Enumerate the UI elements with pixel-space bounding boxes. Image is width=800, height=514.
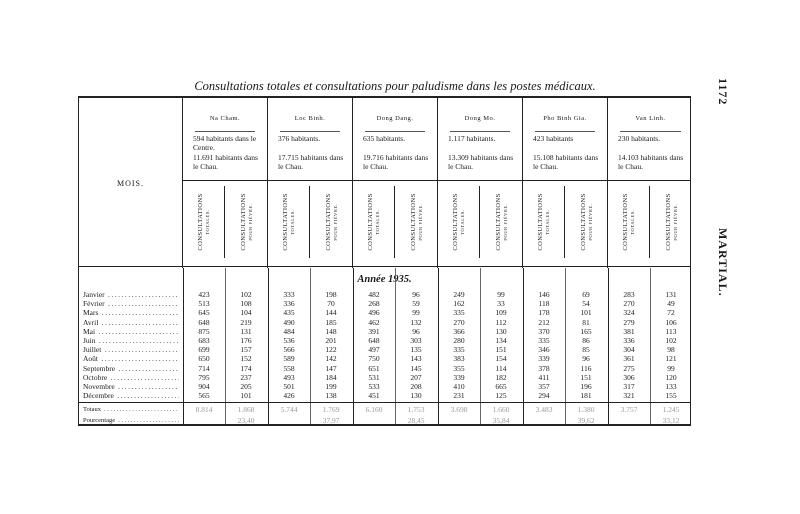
table-cell: 665 bbox=[495, 382, 507, 391]
station-population-centre: 1.117 habitants. bbox=[448, 134, 496, 143]
table-cell: 321 bbox=[623, 391, 635, 401]
table-cell: 1.769 bbox=[322, 405, 340, 414]
table-cell: 99 bbox=[497, 290, 505, 299]
table-cell: 558 bbox=[283, 363, 295, 373]
table-cell: 101 bbox=[240, 391, 252, 401]
table-row bbox=[79, 290, 690, 300]
row-label: Décembre ..... bbox=[83, 391, 179, 401]
table-cell: 6.160 bbox=[365, 405, 383, 414]
station-population-centre: 376 habitants. bbox=[278, 134, 321, 143]
col-header-total bbox=[438, 186, 480, 258]
table-row bbox=[79, 364, 690, 374]
table-cell: 294 bbox=[538, 391, 550, 401]
table-cell: 207 bbox=[410, 372, 422, 382]
table-row bbox=[79, 354, 690, 364]
station-population-centre: 230 habitants. bbox=[618, 134, 661, 143]
table-cell: 5.744 bbox=[280, 405, 298, 414]
station-header bbox=[183, 98, 268, 268]
table-cell: 333 bbox=[283, 290, 295, 299]
table-cell: 875 bbox=[198, 326, 210, 336]
row-label: Février ..... bbox=[83, 299, 179, 309]
table-cell: 102 bbox=[665, 336, 677, 345]
col-header-fever-sublabel: POUR FIÈVRE. bbox=[417, 203, 423, 241]
table-cell: 99 bbox=[412, 308, 420, 318]
col-header-fever-sublabel: POUR FIÈVRE. bbox=[672, 203, 678, 241]
table-cell: 28,45 bbox=[407, 416, 425, 425]
year-label: Année 1935. bbox=[357, 274, 412, 285]
row-label: Janvier ..... bbox=[83, 290, 179, 300]
table-row bbox=[79, 405, 690, 415]
station-header bbox=[268, 98, 353, 268]
col-header-total-label: CONSULTATIONS bbox=[196, 193, 204, 251]
table-cell: 199 bbox=[325, 382, 337, 391]
table-cell: 237 bbox=[240, 372, 252, 382]
table-cell: 462 bbox=[368, 317, 380, 327]
station-name: Dong Dang. bbox=[353, 115, 437, 122]
table-cell: 142 bbox=[325, 354, 337, 364]
table-cell: 231 bbox=[453, 391, 465, 401]
station-population-chau: 11.691 habitants dans le Chau. bbox=[193, 153, 258, 171]
table-cell: 147 bbox=[325, 363, 337, 373]
col-header-total-sublabel: TOTALES. bbox=[289, 209, 295, 235]
table-cell: 904 bbox=[198, 382, 210, 391]
station-population-chau: 19.716 habitants dans le Chau. bbox=[363, 153, 429, 171]
station-population-chau: 15.108 habitants dans le Chau. bbox=[533, 153, 599, 171]
col-header-fever-sublabel: POUR FIÈVRE. bbox=[587, 203, 593, 241]
table-cell: 101 bbox=[580, 308, 592, 318]
station-population-centre: 635 habitants. bbox=[363, 134, 406, 143]
table-row bbox=[79, 336, 690, 346]
table-cell: 39,62 bbox=[577, 416, 595, 425]
table-cell: 132 bbox=[410, 317, 422, 327]
table-cell: 131 bbox=[240, 326, 252, 336]
table-cell: 536 bbox=[283, 336, 295, 345]
table-cell: 157 bbox=[240, 345, 252, 355]
table-cell: 205 bbox=[240, 382, 252, 391]
table-cell: 1.660 bbox=[492, 405, 510, 414]
table-cell: 423 bbox=[198, 290, 210, 299]
row-label: Mai ..... bbox=[83, 327, 179, 337]
table-cell: 648 bbox=[198, 317, 210, 327]
table-row bbox=[79, 318, 690, 328]
table-cell: 130 bbox=[495, 326, 507, 336]
table-cell: 336 bbox=[623, 336, 635, 345]
table-cell: 121 bbox=[665, 354, 677, 364]
table-cell: 96 bbox=[582, 354, 590, 364]
table-cell: 70 bbox=[327, 299, 335, 309]
col-header-fever-sublabel: POUR FIÈVRE. bbox=[332, 203, 338, 241]
col-header-total-sublabel: TOTALES. bbox=[544, 209, 550, 235]
table-cell: 145 bbox=[410, 363, 422, 373]
table-cell: 1.868 bbox=[237, 405, 255, 414]
station-population-centre: 423 habitants bbox=[533, 134, 574, 143]
col-header-fever-label: CONSULTATIONS bbox=[239, 193, 247, 251]
col-header-total bbox=[523, 186, 565, 258]
table-cell: 23,40 bbox=[237, 416, 255, 425]
table-cell: 335 bbox=[538, 336, 550, 345]
table-cell: 201 bbox=[325, 336, 337, 345]
col-header-fever-label: CONSULTATIONS bbox=[494, 193, 502, 251]
table-cell: 198 bbox=[325, 290, 337, 299]
table-cell: 143 bbox=[410, 354, 422, 364]
col-header-total bbox=[353, 186, 395, 258]
col-header-fever-label: CONSULTATIONS bbox=[579, 193, 587, 251]
table-cell: 151 bbox=[495, 345, 507, 355]
col-header-total-label: CONSULTATIONS bbox=[536, 193, 544, 251]
table-cell: 513 bbox=[198, 299, 210, 309]
table-cell: 122 bbox=[325, 345, 337, 355]
row-label: Mars ..... bbox=[83, 308, 179, 318]
table-cell: 370 bbox=[538, 326, 550, 336]
table-cell: 531 bbox=[368, 372, 380, 382]
table-cell: 133 bbox=[665, 382, 677, 391]
table-cell: 151 bbox=[580, 372, 592, 382]
station-header bbox=[608, 98, 693, 268]
table-cell: 208 bbox=[410, 382, 422, 391]
col-header-total-sublabel: TOTALES. bbox=[374, 209, 380, 235]
table-cell: 212 bbox=[538, 317, 550, 327]
table-cell: 33 bbox=[497, 299, 505, 309]
table-cell: 219 bbox=[240, 317, 252, 327]
station-population-chau: 17.715 habitants dans le Chau. bbox=[278, 153, 344, 171]
months-column-header bbox=[79, 98, 183, 268]
table-cell: 33,12 bbox=[662, 416, 680, 425]
running-head: MARTIAL. bbox=[716, 228, 730, 297]
table-cell: 650 bbox=[198, 354, 210, 364]
row-label: Novembre ..... bbox=[83, 382, 179, 392]
table-cell: 484 bbox=[283, 326, 295, 336]
table-cell: 165 bbox=[580, 326, 592, 336]
table-cell: 493 bbox=[283, 372, 295, 382]
table-cell: 355 bbox=[453, 363, 465, 373]
table-cell: 381 bbox=[623, 326, 635, 336]
table-cell: 565 bbox=[198, 391, 210, 401]
col-header-fever bbox=[225, 186, 268, 258]
table-cell: 113 bbox=[665, 326, 677, 336]
table-row bbox=[79, 391, 690, 401]
table-cell: 3.757 bbox=[620, 405, 638, 414]
station-name: Na Cham. bbox=[183, 115, 267, 122]
col-header-fever bbox=[480, 186, 523, 258]
col-header-total bbox=[268, 186, 310, 258]
table-cell: 306 bbox=[623, 372, 635, 382]
table-cell: 96 bbox=[412, 290, 420, 299]
table-cell: 148 bbox=[325, 326, 337, 336]
table-row bbox=[79, 327, 690, 337]
table-row bbox=[79, 382, 690, 392]
table-cell: 304 bbox=[623, 345, 635, 355]
table-cell: 280 bbox=[453, 336, 465, 345]
table-cell: 118 bbox=[538, 299, 550, 309]
table-row bbox=[79, 373, 690, 383]
table-cell: 270 bbox=[623, 299, 635, 309]
table-cell: 451 bbox=[368, 391, 380, 401]
table-cell: 134 bbox=[495, 336, 507, 345]
col-header-total bbox=[608, 186, 650, 258]
months-header-label: MOIS. bbox=[116, 179, 144, 188]
table-row bbox=[79, 308, 690, 318]
table-cell: 106 bbox=[665, 317, 677, 327]
table-cell: 361 bbox=[623, 354, 635, 364]
table-cell: 69 bbox=[582, 290, 590, 299]
table-row bbox=[79, 345, 690, 355]
table-cell: 155 bbox=[665, 391, 677, 401]
station-header bbox=[353, 98, 438, 268]
table-cell: 683 bbox=[198, 336, 210, 345]
table-cell: 3.483 bbox=[535, 405, 553, 414]
table-cell: 125 bbox=[495, 391, 507, 401]
table-cell: 37,97 bbox=[322, 416, 340, 425]
table-cell: 49 bbox=[667, 299, 675, 309]
header-bottom-rule bbox=[79, 266, 690, 267]
table-cell: 750 bbox=[368, 354, 380, 364]
col-header-fever-sublabel: POUR FIÈVRE. bbox=[247, 203, 253, 241]
table-cell: 85 bbox=[582, 345, 590, 355]
table-cell: 335 bbox=[453, 345, 465, 355]
table-cell: 533 bbox=[368, 382, 380, 391]
table-cell: 303 bbox=[410, 336, 422, 345]
table-cell: 154 bbox=[495, 354, 507, 364]
table-cell: 651 bbox=[368, 363, 380, 373]
station-name: Dong Mo. bbox=[438, 115, 522, 122]
station-name: Pho Binh Gia. bbox=[523, 115, 607, 122]
table-cell: 482 bbox=[368, 290, 380, 299]
table-cell: 146 bbox=[538, 290, 550, 299]
col-header-total-label: CONSULTATIONS bbox=[281, 193, 289, 251]
row-label: Pourcentage ..... bbox=[83, 416, 179, 426]
table-cell: 152 bbox=[240, 354, 252, 364]
table-cell: 283 bbox=[623, 290, 635, 299]
header-rule bbox=[183, 180, 690, 181]
table-cell: 72 bbox=[667, 308, 675, 318]
table-cell: 1.245 bbox=[662, 405, 680, 414]
table-cell: 589 bbox=[283, 354, 295, 364]
table-cell: 1.753 bbox=[407, 405, 425, 414]
table-cell: 120 bbox=[665, 372, 677, 382]
table-cell: 104 bbox=[240, 308, 252, 318]
table-cell: 317 bbox=[623, 382, 635, 391]
table-cell: 566 bbox=[283, 345, 295, 355]
col-header-fever-sublabel: POUR FIÈVRE. bbox=[502, 203, 508, 241]
table-cell: 98 bbox=[667, 345, 675, 355]
col-header-total-label: CONSULTATIONS bbox=[366, 193, 374, 251]
table-cell: 176 bbox=[240, 336, 252, 345]
table-cell: 410 bbox=[453, 382, 465, 391]
table-cell: 279 bbox=[623, 317, 635, 327]
table-cell: 648 bbox=[368, 336, 380, 345]
table-cell: 135 bbox=[410, 345, 422, 355]
col-header-fever bbox=[650, 186, 693, 258]
station-population-chau: 14.103 habitants dans le Chau. bbox=[618, 153, 684, 171]
table-cell: 138 bbox=[325, 391, 337, 401]
row-label: Août ..... bbox=[83, 354, 179, 364]
table-cell: 35,84 bbox=[492, 416, 510, 425]
page-number: 1172 bbox=[716, 78, 730, 106]
totals-rule bbox=[79, 402, 690, 403]
table-cell: 196 bbox=[580, 382, 592, 391]
table-cell: 99 bbox=[667, 363, 675, 373]
table-cell: 182 bbox=[495, 372, 507, 382]
table-cell: 336 bbox=[283, 299, 295, 309]
col-header-fever-label: CONSULTATIONS bbox=[664, 193, 672, 251]
table-cell: 102 bbox=[240, 290, 252, 299]
table-cell: 109 bbox=[495, 308, 507, 318]
table-cell: 411 bbox=[538, 372, 550, 382]
row-label: Octobre ..... bbox=[83, 373, 179, 383]
table-cell: 490 bbox=[283, 317, 295, 327]
row-label: Totaux ..... bbox=[83, 405, 179, 415]
table-cell: 497 bbox=[368, 345, 380, 355]
table-row bbox=[79, 299, 690, 309]
table-cell: 1.380 bbox=[577, 405, 595, 414]
table-cell: 714 bbox=[198, 363, 210, 373]
table-cell: 184 bbox=[325, 372, 337, 382]
table-cell: 86 bbox=[582, 336, 590, 345]
table-cell: 116 bbox=[580, 363, 592, 373]
table-cell: 162 bbox=[453, 299, 465, 309]
table-row bbox=[79, 416, 690, 426]
table-cell: 426 bbox=[283, 391, 295, 401]
table-cell: 645 bbox=[198, 308, 210, 318]
table-cell: 131 bbox=[665, 290, 677, 299]
table-cell: 81 bbox=[582, 317, 590, 327]
table-cell: 178 bbox=[538, 308, 550, 318]
station-name: Van Linh. bbox=[608, 115, 693, 122]
station-population-chau: 13.309 habitants dans le Chau. bbox=[448, 153, 514, 171]
table-cell: 54 bbox=[582, 299, 590, 309]
table-cell: 383 bbox=[453, 354, 465, 364]
row-label: Juillet ..... bbox=[83, 345, 179, 355]
col-header-total bbox=[183, 186, 225, 258]
table-cell: 324 bbox=[623, 308, 635, 318]
table-caption: Consultations totales et consultations pour paludisme dans les postes médicaux. bbox=[194, 79, 596, 93]
table-cell: 699 bbox=[198, 345, 210, 355]
col-header-fever bbox=[565, 186, 608, 258]
table-cell: 275 bbox=[623, 363, 635, 373]
table-cell: 108 bbox=[240, 299, 252, 309]
table-cell: 435 bbox=[283, 308, 295, 318]
col-header-total-label: CONSULTATIONS bbox=[451, 193, 459, 251]
table-cell: 3.698 bbox=[450, 405, 468, 414]
table-cell: 59 bbox=[412, 299, 420, 309]
row-label: Septembre ..... bbox=[83, 364, 179, 374]
table-cell: 795 bbox=[198, 372, 210, 382]
col-header-total-label: CONSULTATIONS bbox=[621, 193, 629, 251]
table-cell: 144 bbox=[325, 308, 337, 318]
table-cell: 366 bbox=[453, 326, 465, 336]
col-header-fever-label: CONSULTATIONS bbox=[409, 193, 417, 251]
table-cell: 96 bbox=[412, 326, 420, 336]
col-header-fever bbox=[395, 186, 438, 258]
col-header-total-sublabel: TOTALES. bbox=[459, 209, 465, 235]
table-cell: 174 bbox=[240, 363, 252, 373]
table-cell: 8.814 bbox=[195, 405, 213, 414]
station-population-centre: 594 habitants dans le Centre. bbox=[193, 134, 257, 152]
table-cell: 185 bbox=[325, 317, 337, 327]
table-cell: 391 bbox=[368, 326, 380, 336]
table-cell: 181 bbox=[580, 391, 592, 401]
table-cell: 268 bbox=[368, 299, 380, 309]
table-cell: 270 bbox=[453, 317, 465, 327]
table-cell: 114 bbox=[495, 363, 507, 373]
table-cell: 249 bbox=[453, 290, 465, 299]
col-header-total-sublabel: TOTALES. bbox=[629, 209, 635, 235]
table-cell: 339 bbox=[453, 372, 465, 382]
col-header-fever bbox=[310, 186, 353, 258]
station-header bbox=[438, 98, 523, 268]
col-header-fever-label: CONSULTATIONS bbox=[324, 193, 332, 251]
table-cell: 346 bbox=[538, 345, 550, 355]
table-cell: 378 bbox=[538, 363, 550, 373]
row-label: Avril ..... bbox=[83, 318, 179, 328]
consultations-table bbox=[78, 96, 691, 426]
row-label: Juin ..... bbox=[83, 336, 179, 346]
table-cell: 357 bbox=[538, 382, 550, 391]
col-header-total-sublabel: TOTALES. bbox=[204, 209, 210, 235]
table-cell: 496 bbox=[368, 308, 380, 318]
station-name: Loc Binh. bbox=[268, 115, 352, 122]
table-cell: 339 bbox=[538, 354, 550, 364]
table-cell: 130 bbox=[410, 391, 422, 401]
table-cell: 501 bbox=[283, 382, 295, 391]
station-header bbox=[523, 98, 608, 268]
table-cell: 112 bbox=[495, 317, 507, 327]
table-cell: 335 bbox=[453, 308, 465, 318]
